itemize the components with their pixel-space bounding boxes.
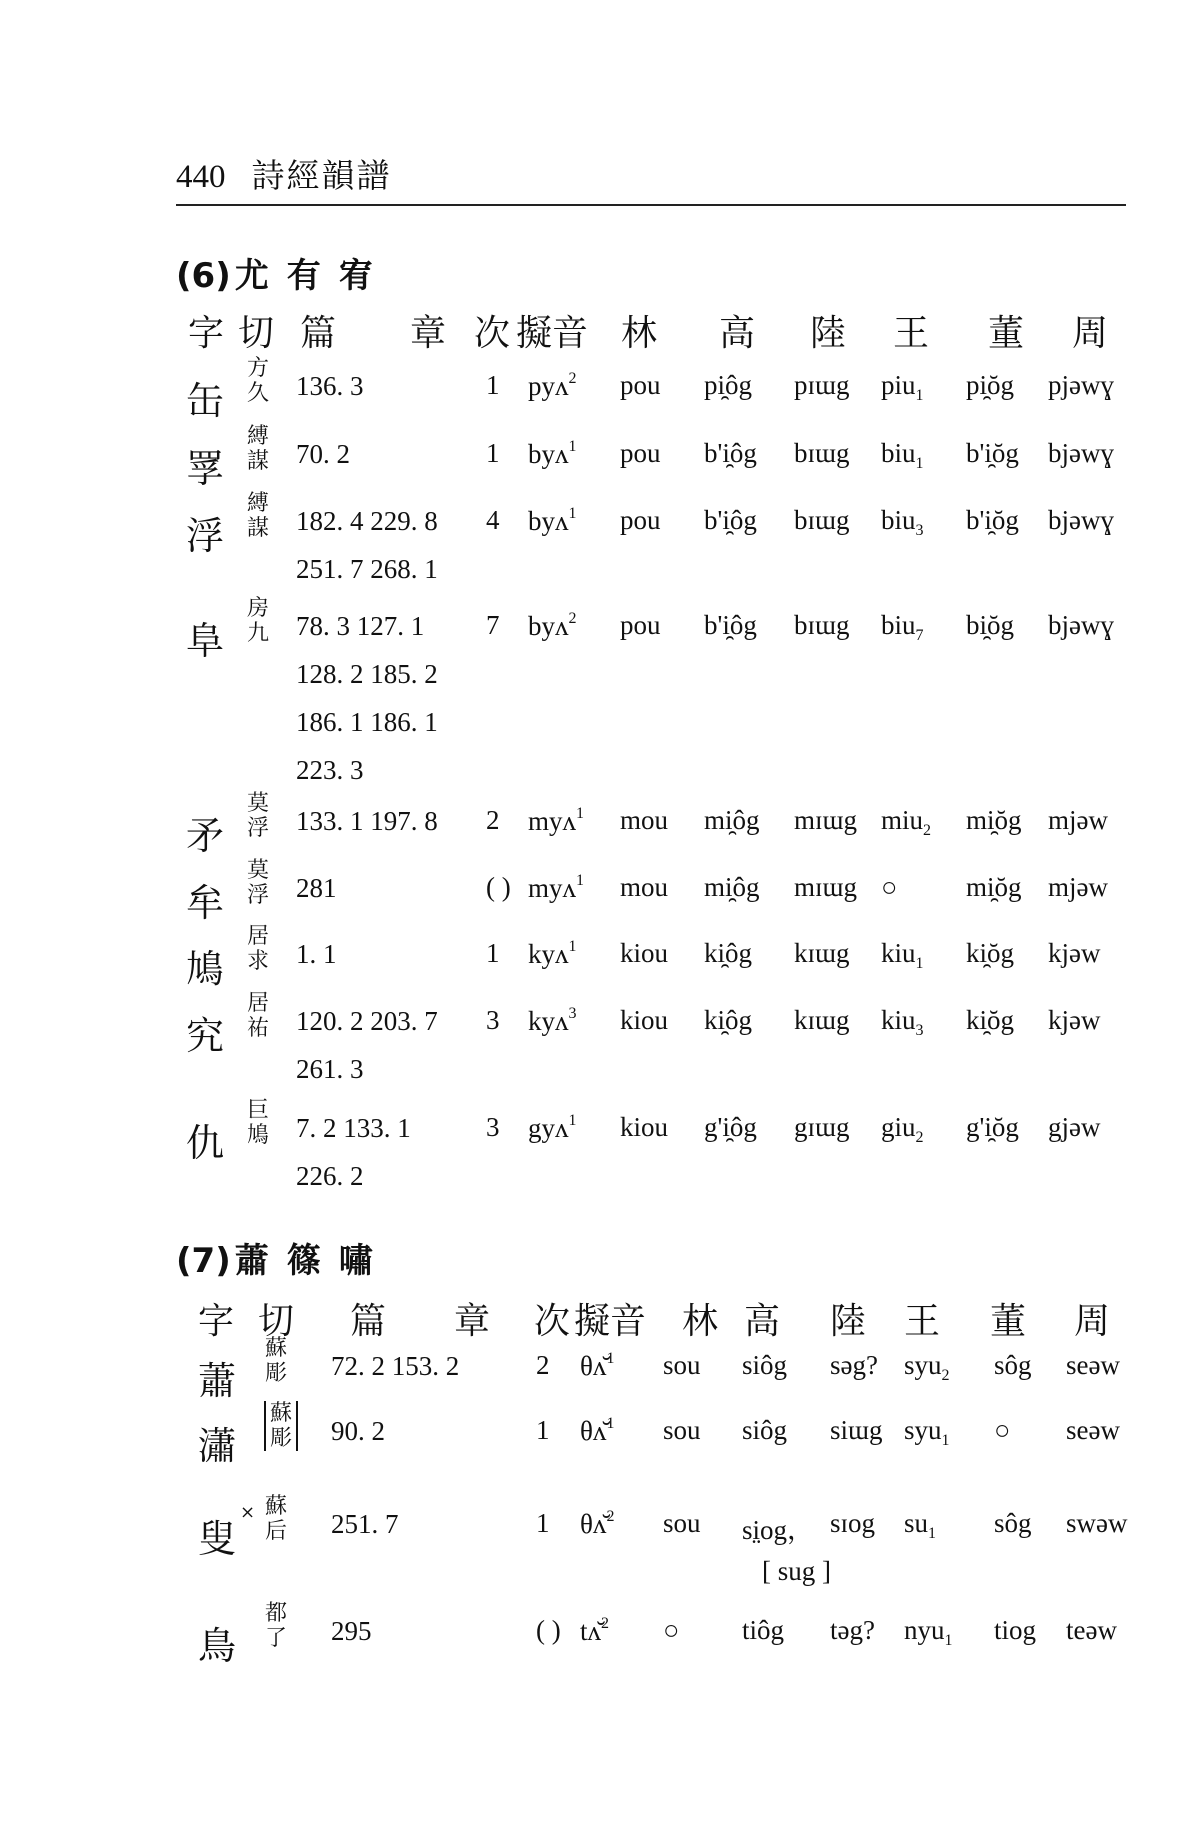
- column-header: 高: [744, 1301, 781, 1342]
- rhyme-2: 嘯: [338, 1241, 373, 1281]
- wang-form: biu: [881, 505, 916, 535]
- zhou-value: teəw: [1066, 1615, 1117, 1645]
- fanqie-char: 九: [246, 621, 269, 646]
- reconstruction: [528, 505, 577, 537]
- fanqie-char: 鳩: [246, 1123, 269, 1148]
- lu-value: mɪɯg: [794, 805, 858, 835]
- fanqie: [246, 424, 270, 474]
- column-header: 字: [198, 1301, 235, 1342]
- fanqie: [246, 791, 270, 841]
- count: 1: [536, 1415, 550, 1445]
- lu-value: pɪɯg: [794, 370, 850, 400]
- wang-form: syu: [904, 1415, 942, 1445]
- wang-form: biu: [881, 438, 916, 468]
- fanqie-char: 巨: [246, 1098, 269, 1123]
- count: 3: [486, 1112, 500, 1142]
- fanqie-char: 了: [264, 1626, 287, 1651]
- poem-references: [296, 997, 438, 1093]
- count: 1: [536, 1508, 550, 1538]
- poem-references: [331, 1500, 399, 1548]
- mark-symbol: ×: [240, 1502, 256, 1523]
- wang-subscript: 7: [915, 627, 924, 644]
- lin-value: kiou: [620, 938, 669, 968]
- column-header: 擬音: [516, 313, 589, 354]
- character: 瀟: [198, 1424, 237, 1468]
- count: 2: [536, 1350, 550, 1380]
- fanqie-char: 莫: [246, 791, 269, 816]
- fanqie: [246, 1098, 270, 1148]
- zhou-value: bjəwɣ: [1048, 438, 1114, 468]
- gao-value: b'i̯ôg: [704, 610, 757, 640]
- reconstruction-form: tʌ̆: [580, 1616, 602, 1646]
- tone-number: 2: [568, 610, 577, 627]
- lu-value: bɪɯg: [794, 438, 850, 468]
- fanqie: [264, 1601, 288, 1651]
- column-header: 篇: [350, 1301, 387, 1342]
- wang-subscript: 2: [941, 1367, 950, 1384]
- tone-number: 1: [568, 1112, 577, 1129]
- poem-references: [296, 797, 438, 845]
- character: 蕭: [198, 1359, 237, 1403]
- wang-value: [881, 505, 924, 540]
- gao-value: siôg: [742, 1350, 788, 1380]
- poem-references: [296, 497, 438, 593]
- wang-value: [881, 872, 897, 903]
- wang-value: [881, 1005, 924, 1040]
- gao-value-alt: [ sug ]: [762, 1556, 831, 1586]
- gao-value: mi̯ôg: [704, 872, 760, 902]
- page-number: 440: [176, 159, 226, 195]
- count: 3: [486, 1005, 500, 1035]
- reconstruction: [528, 1112, 577, 1144]
- lu-value: təg?: [830, 1615, 875, 1645]
- zhou-value: seəw: [1066, 1415, 1120, 1445]
- fanqie-char: 縛: [246, 491, 269, 516]
- gao-value: pi̯ôg: [704, 370, 753, 400]
- book-title: 詩經韻譜: [251, 156, 392, 195]
- rhyme-1: 篠: [286, 1241, 321, 1281]
- dong-value: b'i̯ŏg: [966, 505, 1019, 535]
- wang-value: [904, 1615, 953, 1650]
- wang-subscript: 1: [928, 1525, 937, 1542]
- lin-value: pou: [620, 370, 661, 400]
- fanqie-char: 彫: [264, 1361, 287, 1386]
- column-header: 林: [621, 313, 658, 354]
- gao-value: si̤og，: [742, 1515, 815, 1545]
- reference: 70. 2: [296, 439, 350, 469]
- fanqie-char: 久: [246, 381, 269, 406]
- lin-value: kiou: [620, 1112, 669, 1142]
- count: 2: [486, 805, 500, 835]
- reference: 295: [331, 1616, 372, 1646]
- character: 叟: [198, 1517, 237, 1561]
- fanqie-char: 蘇: [264, 1336, 287, 1361]
- column-header: 次: [474, 313, 511, 354]
- lu-value: bɪɯg: [794, 610, 850, 640]
- column-header: 董: [990, 1301, 1027, 1342]
- tone-number: 2: [568, 370, 577, 387]
- reconstruction-form: kyʌ: [528, 1006, 569, 1036]
- poem-references: [296, 864, 337, 912]
- character: 鳩: [186, 947, 225, 991]
- reconstruction-form: kyʌ: [528, 939, 569, 969]
- wang-form: biu: [881, 610, 916, 640]
- count: ( ): [486, 872, 511, 902]
- wang-value: [881, 938, 924, 973]
- dong-value: ki̯ŏg: [966, 938, 1015, 968]
- dong-value: mi̯ŏg: [966, 805, 1022, 835]
- gao-value: tiôg: [742, 1615, 785, 1645]
- wang-value: [881, 438, 924, 473]
- tone-number: 2: [606, 1508, 615, 1525]
- page-header: [176, 150, 392, 197]
- gao-value: b'i̯ôg: [704, 438, 757, 468]
- poem-references: [296, 430, 350, 478]
- reconstruction: [580, 1615, 609, 1647]
- wang-value: [904, 1415, 950, 1450]
- lin-value: pou: [620, 610, 661, 640]
- rhyme-1: 有: [286, 256, 321, 296]
- fanqie-char: 謀: [246, 449, 269, 474]
- section-number: (7): [176, 1241, 231, 1281]
- reconstruction-form: pyʌ: [528, 371, 569, 401]
- fanqie: [246, 858, 270, 908]
- gao-value: b'i̯ôg: [704, 505, 757, 535]
- wang-value: [881, 370, 924, 405]
- reconstruction: [580, 1415, 614, 1447]
- fanqie-char: 后: [264, 1519, 287, 1544]
- reconstruction: [528, 370, 577, 402]
- zhou-value: kjəw: [1048, 938, 1101, 968]
- reference: 251. 7: [331, 1509, 399, 1539]
- reference: 182. 4 229. 8: [296, 506, 438, 536]
- reference: 251. 7 268. 1: [296, 554, 438, 584]
- lin-value: sou: [663, 1508, 701, 1538]
- lu-value: kɪɯg: [794, 938, 850, 968]
- column-header: 王: [893, 313, 930, 354]
- reconstruction: [528, 872, 584, 904]
- character: 鳥: [198, 1624, 237, 1668]
- zhou-value: bjəwɣ: [1048, 610, 1114, 640]
- reference: 90. 2: [331, 1416, 385, 1446]
- gao-value: g'i̯ôg: [704, 1112, 757, 1142]
- fanqie-char: 居: [246, 924, 269, 949]
- tone-number: 3: [568, 1005, 577, 1022]
- column-header: 擬音: [574, 1301, 647, 1342]
- column-header: 周: [1072, 313, 1109, 354]
- character: 浮: [186, 514, 225, 558]
- reference: 261. 3: [296, 1054, 364, 1084]
- tone-number: 1: [576, 805, 585, 822]
- zhou-value: mjəw: [1048, 872, 1108, 902]
- dong-value: tiog: [994, 1615, 1037, 1645]
- count: 1: [486, 938, 500, 968]
- lu-value: kɪɯg: [794, 1005, 850, 1035]
- column-header: 王: [904, 1301, 941, 1342]
- poem-references: [296, 362, 364, 410]
- character: 究: [186, 1014, 225, 1058]
- tone-number: 1: [568, 938, 577, 955]
- lin-value: mou: [620, 872, 669, 902]
- fanqie: [246, 596, 270, 646]
- zhou-value: kjəw: [1048, 1005, 1101, 1035]
- character: 阜: [186, 619, 225, 663]
- header-rule: [176, 204, 1126, 206]
- fanqie-char: 祐: [246, 1016, 269, 1041]
- fanqie-char: 方: [246, 356, 269, 381]
- column-header: 篇: [300, 313, 337, 354]
- wang-subscript: 1: [915, 955, 924, 972]
- fanqie-char: 都: [264, 1601, 287, 1626]
- section-7: [176, 1233, 1136, 1668]
- dong-value: ki̯ŏg: [966, 1005, 1015, 1035]
- reconstruction-form: gyʌ: [528, 1113, 569, 1143]
- count: 7: [486, 610, 500, 640]
- character: 缶: [186, 379, 225, 423]
- fanqie-char: 房: [246, 596, 269, 621]
- wang-form: giu: [881, 1112, 916, 1142]
- count: 1: [486, 370, 500, 400]
- wang-form: syu: [904, 1350, 942, 1380]
- tone-number: 1: [568, 438, 577, 455]
- fanqie-char: 縛: [246, 424, 269, 449]
- reconstruction: [528, 610, 577, 642]
- gao-value: ki̯ôg: [704, 938, 753, 968]
- fanqie-char: 莫: [246, 858, 269, 883]
- lu-value: gɪɯg: [794, 1112, 850, 1142]
- wang-form: nyu: [904, 1615, 945, 1645]
- column-header: 章: [454, 1301, 491, 1342]
- reference: 281: [296, 873, 337, 903]
- character: 矛: [186, 814, 225, 858]
- tone-number: 1: [576, 872, 585, 889]
- poem-references: [296, 1104, 411, 1200]
- reference: 226. 2: [296, 1161, 364, 1191]
- lu-value: mɪɯg: [794, 872, 858, 902]
- reconstruction-form: byʌ: [528, 439, 569, 469]
- wang-form: su: [904, 1508, 929, 1538]
- column-header: 高: [719, 313, 756, 354]
- column-header: 次: [534, 1301, 571, 1342]
- tone-number: 1: [606, 1350, 615, 1367]
- reconstruction: [528, 805, 584, 837]
- column-header: 字: [188, 313, 225, 354]
- reference: 78. 3 127. 1: [296, 611, 425, 641]
- lu-value: siɯg: [830, 1415, 883, 1445]
- character: 牟: [186, 881, 225, 925]
- wang-subscript: 1: [941, 1432, 950, 1449]
- section-title: [176, 1233, 391, 1282]
- reference: 7. 2 133. 1: [296, 1113, 411, 1143]
- dong-value: bi̯ŏg: [966, 610, 1015, 640]
- poem-references: [296, 602, 438, 794]
- poem-references: [296, 930, 337, 978]
- lin-value: kiou: [620, 1005, 669, 1035]
- wang-subscript: 2: [915, 1129, 924, 1146]
- poem-references: [331, 1342, 459, 1390]
- column-header: 陸: [810, 313, 847, 354]
- dong-value: sôg: [994, 1508, 1032, 1538]
- wang-subscript: 3: [915, 522, 924, 539]
- reconstruction-form: byʌ: [528, 506, 569, 536]
- fanqie: [246, 491, 270, 541]
- gao-value: mi̯ôg: [704, 805, 760, 835]
- wang-subscript: 1: [915, 455, 924, 472]
- rhyme-0: 尤: [234, 256, 269, 296]
- wang-form: ○: [881, 872, 898, 902]
- wang-form: piu: [881, 370, 916, 400]
- lin-value: sou: [663, 1415, 701, 1445]
- fanqie-char: 謀: [246, 516, 269, 541]
- fanqie-char: 居: [246, 991, 269, 1016]
- lin-value: ○: [663, 1615, 680, 1645]
- dong-value: sôg: [994, 1350, 1032, 1380]
- fanqie: [264, 1336, 288, 1386]
- lin-value: pou: [620, 438, 661, 468]
- reference: 1. 1: [296, 939, 337, 969]
- zhou-value: seəw: [1066, 1350, 1120, 1380]
- fanqie-char: 浮: [246, 883, 269, 908]
- reference: 120. 2 203. 7: [296, 1006, 438, 1036]
- wang-value: [881, 610, 924, 645]
- fanqie-char: 浮: [246, 816, 269, 841]
- reconstruction: [580, 1508, 614, 1540]
- reference: 133. 1 197. 8: [296, 806, 438, 836]
- wang-subscript: 1: [915, 387, 924, 404]
- reconstruction: [528, 1005, 577, 1037]
- lu-value: sɪog: [830, 1508, 876, 1538]
- reconstruction-form: θʌ̆: [580, 1416, 607, 1446]
- reference: 72. 2 153. 2: [331, 1351, 460, 1381]
- lin-value: pou: [620, 505, 661, 535]
- reference: 128. 2 185. 2: [296, 659, 438, 689]
- wang-value: [904, 1508, 936, 1543]
- character: 罦: [186, 447, 225, 491]
- wang-value: [904, 1350, 950, 1385]
- dong-value: pi̯ŏg: [966, 370, 1015, 400]
- zhou-value: bjəwɣ: [1048, 505, 1114, 535]
- gao-value: siôg: [742, 1415, 788, 1445]
- dong-value: mi̯ŏg: [966, 872, 1022, 902]
- wang-subscript: 3: [915, 1022, 924, 1039]
- reconstruction-form: θʌ̆: [580, 1351, 607, 1381]
- fanqie: [264, 1401, 298, 1451]
- section-number: (6): [176, 256, 231, 296]
- dong-value: ○: [994, 1415, 1011, 1445]
- tone-number: 1: [606, 1415, 615, 1432]
- zhou-value: pjəwɣ: [1048, 370, 1114, 400]
- zhou-value: swəw: [1066, 1508, 1128, 1538]
- column-header: 切: [238, 313, 275, 354]
- fanqie-char: 蘇: [264, 1494, 287, 1519]
- fanqie: [246, 991, 270, 1041]
- dong-value: g'i̯ŏg: [966, 1112, 1019, 1142]
- column-header: 陸: [830, 1301, 867, 1342]
- character: 仇: [186, 1121, 225, 1165]
- poem-references: [331, 1607, 372, 1655]
- count: ( ): [536, 1615, 561, 1645]
- lu-value: bɪɯg: [794, 505, 850, 535]
- count: 1: [486, 438, 500, 468]
- wang-subscript: 1: [944, 1632, 953, 1649]
- gao-value: ki̯ôg: [704, 1005, 753, 1035]
- section-6: [176, 248, 1136, 1191]
- fanqie: [246, 924, 270, 974]
- column-header: 切: [258, 1301, 295, 1342]
- dong-value: b'i̯ŏg: [966, 438, 1019, 468]
- lin-value: mou: [620, 805, 669, 835]
- section-title: [176, 248, 391, 297]
- reconstruction-form: byʌ: [528, 611, 569, 641]
- reconstruction-form: myʌ: [528, 806, 577, 836]
- column-header: 董: [988, 313, 1025, 354]
- lin-value: sou: [663, 1350, 701, 1380]
- wang-form: miu: [881, 805, 924, 835]
- reconstruction: [528, 938, 577, 970]
- tone-number: 2: [601, 1615, 610, 1632]
- wang-value: [881, 805, 931, 840]
- reference: 186. 1 186. 1: [296, 707, 438, 737]
- reference: 136. 3: [296, 371, 364, 401]
- reference: 223. 3: [296, 755, 364, 785]
- zhou-value: mjəw: [1048, 805, 1108, 835]
- count: 4: [486, 505, 500, 535]
- wang-form: kiu: [881, 1005, 916, 1035]
- wang-value: [881, 1112, 924, 1147]
- poem-references: [331, 1407, 385, 1455]
- column-header: 周: [1074, 1301, 1111, 1342]
- column-header: 章: [410, 313, 447, 354]
- column-header: 林: [682, 1301, 719, 1342]
- fanqie: [246, 356, 270, 406]
- tone-number: 1: [568, 505, 577, 522]
- reconstruction-form: myʌ: [528, 873, 577, 903]
- fanqie-char: 求: [246, 949, 269, 974]
- rhyme-2: 宥: [338, 256, 373, 296]
- wang-subscript: 2: [923, 822, 932, 839]
- reconstruction-form: θʌ̆: [580, 1509, 607, 1539]
- reconstruction: [528, 438, 577, 470]
- fanqie: [264, 1494, 288, 1544]
- reconstruction: [580, 1350, 614, 1382]
- zhou-value: gjəw: [1048, 1112, 1101, 1142]
- rhyme-0: 蕭: [234, 1241, 269, 1281]
- fanqie-char: 彫: [269, 1426, 292, 1451]
- lu-value: səg?: [830, 1350, 878, 1380]
- wang-form: kiu: [881, 938, 916, 968]
- fanqie-char: 蘇: [269, 1401, 292, 1426]
